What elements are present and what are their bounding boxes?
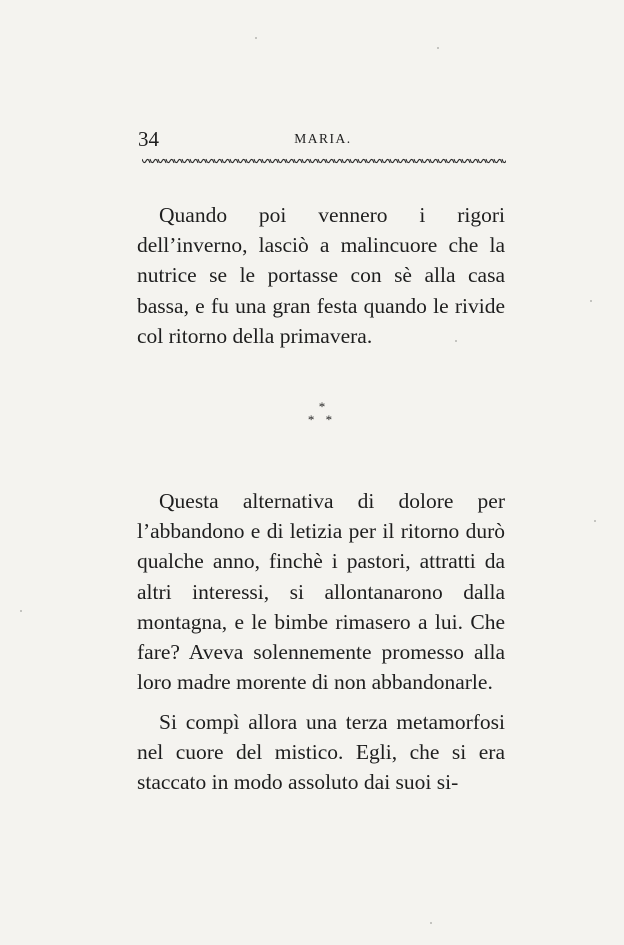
paper-speck — [20, 610, 22, 612]
asterism-separator — [300, 400, 344, 434]
paper-speck — [255, 37, 257, 39]
paragraph-1-text: Quando poi vennero i rigori dell’inverno, lasciò a malincuore che la nutrice se le portasse con sè alla casa bassa, e fu una gran festa quando le rivide col ritorno della primavera. — [137, 203, 505, 348]
paper-speck — [430, 922, 432, 924]
paper-speck — [437, 47, 439, 49]
paragraph-2-text: Questa alternativa di dolore per l’abbandono e di letizia per il ritorno durò qualche anno, finchè i pastori, attratti da altri interessi, si allontanarono dalla montagna, e le bimbe rimasero a lui. Che fare? Aveva solennemente promesso alla loro madre morente di non abbandonarle. — [137, 489, 505, 695]
paragraph-3 — [137, 707, 505, 798]
running-title: MARIA. — [294, 131, 352, 146]
page-number: 34 — [138, 127, 159, 151]
paper-speck — [590, 300, 592, 302]
ornamental-rule — [142, 157, 506, 166]
paper-speck — [594, 520, 596, 522]
asterism-bottom: * * — [307, 412, 337, 427]
page-header — [138, 126, 508, 156]
asterism-top: * — [318, 399, 326, 414]
ornament-wave — [142, 159, 506, 163]
paragraph-1 — [137, 200, 505, 351]
paragraph-2 — [137, 486, 505, 697]
paragraph-3-text: Si compì allora una terza metamorfosi nel cuore del mistico. Egli, che si era staccato in modo assoluto dai suoi si- — [137, 710, 505, 795]
